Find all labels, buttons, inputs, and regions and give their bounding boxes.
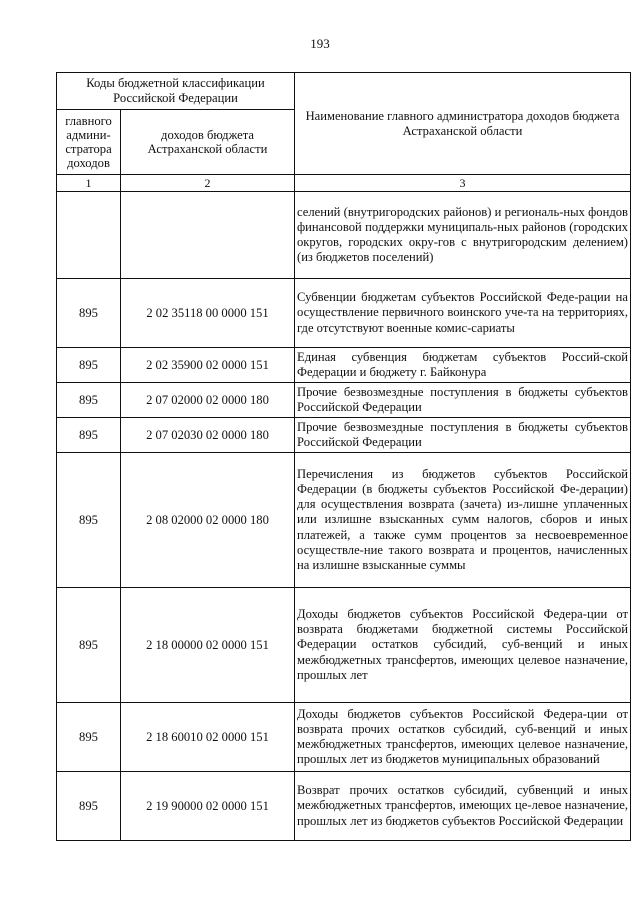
- table-row: [57, 192, 631, 279]
- income-code-cell: 2 02 35118 00 0000 151: [121, 279, 295, 348]
- description-cell: Единая субвенция бюджетам субъектов Россий-ской Федерации и бюджету г. Байконура: [295, 348, 631, 383]
- table-row: [57, 383, 631, 418]
- admin-code-cell: [57, 192, 121, 279]
- income-code-cell: 2 07 02030 02 0000 180: [121, 418, 295, 453]
- description-cell: Перечисления из бюджетов субъектов Российской Федерации (в бюджеты субъектов Российской Фе-дерации) для осуществления возврата (зачета) из-лишне уплаченных или излишне взысканных сумм налогов, сборов и иных платежей, а также сумм процентов за несвоевременное осуществле-ние такого возврата и процентов, начисленных на излишне взысканные суммы: [295, 453, 631, 588]
- header-name-column: Наименование главного администратора доходов бюджета Астраханской области: [295, 73, 631, 175]
- income-code-cell: 2 18 60010 02 0000 151: [121, 703, 295, 772]
- admin-code-cell: 895: [57, 348, 121, 383]
- income-code-cell: 2 07 02000 02 0000 180: [121, 383, 295, 418]
- description-cell: Доходы бюджетов субъектов Российской Федера-ции от возврата прочих остатков субсидий, суб-венций и иных межбюджетных трансфертов, имеющих целевое назначение, прошлых лет из бюджетов муниципальных образований: [295, 703, 631, 772]
- header-codes-group: Коды бюджетной классификации Российской Федерации: [57, 73, 295, 110]
- table-row: [57, 772, 631, 841]
- table-row: [57, 348, 631, 383]
- table-row: [57, 588, 631, 703]
- header-admin-column: главного админи-стратора доходов: [57, 110, 121, 175]
- budget-classification-table: [56, 72, 631, 841]
- table-row: [57, 279, 631, 348]
- admin-code-cell: 895: [57, 588, 121, 703]
- header-row-top: [57, 73, 631, 110]
- description-cell: Прочие безвозмездные поступления в бюджеты субъектов Российской Федерации: [295, 383, 631, 418]
- income-code-cell: 2 02 35900 02 0000 151: [121, 348, 295, 383]
- column-number: 3: [295, 175, 631, 192]
- income-code-cell: 2 08 02000 02 0000 180: [121, 453, 295, 588]
- admin-code-cell: 895: [57, 383, 121, 418]
- description-cell: селений (внутригородских районов) и региональ-ных фондов финансовой поддержки муниципаль-ных районов (городских округов, городских окру-гов с внутригородским делением) (из бюджетов поселений): [295, 192, 631, 279]
- description-cell: Субвенции бюджетам субъектов Российской Феде-рации на осуществление первичного воинского уче-та на территориях, где отсутствуют военные комис-сариаты: [295, 279, 631, 348]
- header-income-column: доходов бюджета Астраханской области: [121, 110, 295, 175]
- page-number: 193: [310, 36, 330, 51]
- admin-code-cell: 895: [57, 772, 121, 841]
- column-number: 1: [57, 175, 121, 192]
- table-row: [57, 418, 631, 453]
- description-cell: Прочие безвозмездные поступления в бюджеты субъектов Российской Федерации: [295, 418, 631, 453]
- admin-code-cell: 895: [57, 418, 121, 453]
- admin-code-cell: 895: [57, 703, 121, 772]
- column-number-row: [57, 175, 631, 192]
- income-code-cell: [121, 192, 295, 279]
- description-cell: Возврат прочих остатков субсидий, субвенций и иных межбюджетных трансфертов, имеющих це-левое назначение, прошлых лет из бюджетов субъектов Российской Федерации: [295, 772, 631, 841]
- income-code-cell: 2 18 00000 02 0000 151: [121, 588, 295, 703]
- income-code-cell: 2 19 90000 02 0000 151: [121, 772, 295, 841]
- table-row: [57, 703, 631, 772]
- description-cell: Доходы бюджетов субъектов Российской Федера-ции от возврата бюджетами бюджетной системы Российской Федерации остатков субсидий, суб-венций и иных межбюджетных трансфертов, имеющих целевое назначение, прошлых лет: [295, 588, 631, 703]
- column-number: 2: [121, 175, 295, 192]
- admin-code-cell: 895: [57, 453, 121, 588]
- table-row: [57, 453, 631, 588]
- admin-code-cell: 895: [57, 279, 121, 348]
